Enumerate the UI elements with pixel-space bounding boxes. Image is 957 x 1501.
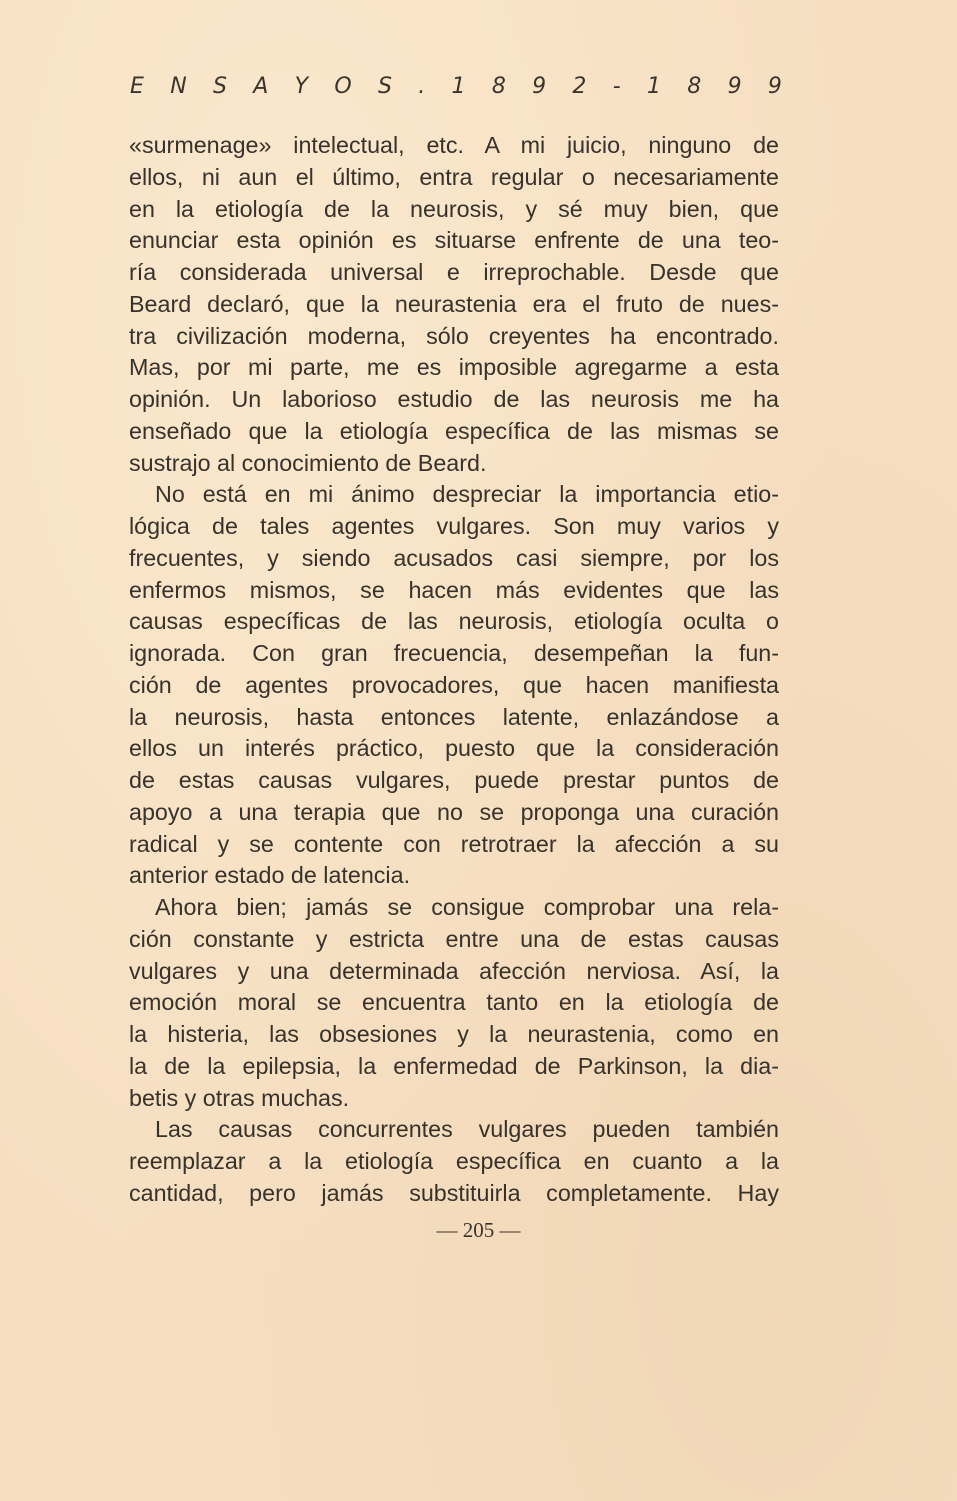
header-char: 9: [532, 74, 547, 99]
text-line: No está en mi ánimo despreciar la importancia etio-: [155, 481, 779, 508]
text-line: Las causas concurrentes vulgares pueden también: [155, 1116, 779, 1143]
header-char: A: [253, 74, 269, 99]
header-char: E: [130, 74, 144, 99]
text-line: «surmenage» intelectual, etc. A mi juicio, ninguno de: [129, 132, 779, 158]
header-char: 8: [491, 74, 506, 99]
text-line: ignorada. Con gran frecuencia, desempeñan la fun-: [129, 640, 779, 666]
text-line: la de la epilepsia, la enfermedad de Parkinson, la dia-: [129, 1052, 779, 1079]
text-line: lógica de tales agentes vulgares. Son muy varios y: [129, 513, 779, 539]
text-line: ción de agentes provocadores, que hacen manifiesta: [129, 671, 779, 698]
text-line: ellos, ni aun el último, entra regular o necesariamente: [129, 163, 779, 190]
text-line: opinión. Un laborioso estudio de las neurosis me ha: [129, 386, 779, 412]
text-line: anterior estado de latencia.: [129, 862, 411, 889]
header-char: 8: [687, 74, 702, 99]
text-line: frecuentes, y siendo acusados casi siempre, por los: [129, 544, 779, 571]
header-char: 1: [451, 74, 466, 99]
header-char: .: [418, 74, 426, 99]
page-number: — 205 —: [436, 1218, 521, 1242]
header-char: 1: [646, 74, 661, 99]
paragraph: [129, 130, 779, 479]
header-char: Y: [294, 74, 309, 99]
text-line: enunciar esta opinión es situarse enfrente de una teo-: [129, 227, 779, 254]
text-line: de estas causas vulgares, puede prestar puntos de: [129, 767, 779, 793]
text-line: betis y otras muchas.: [129, 1084, 350, 1111]
running-header: [130, 74, 782, 99]
text-line: ellos un interés práctico, puesto que la consideración: [129, 735, 779, 762]
text-line: reemplazar a la etiología específica en cuanto a la: [129, 1148, 779, 1174]
text-line: causas específicas de las neurosis, etiología oculta o: [129, 608, 779, 635]
header-char: 2: [572, 74, 587, 99]
header-char: 9: [727, 74, 742, 99]
text-line: ción constante y estricta entre una de estas causas: [129, 925, 779, 952]
text-line: la histeria, las obsesiones y la neurastenia, como en: [129, 1021, 779, 1047]
text-line: emoción moral se encuentra tanto en la etiología de: [129, 989, 779, 1016]
text-line: enseñado que la etiología específica de las mismas se: [129, 417, 779, 444]
header-char: O: [334, 74, 352, 99]
text-line: en la etiología de la neurosis, y sé muy bien, que: [129, 195, 779, 222]
text-line: apoyo a una terapia que no se proponga una curación: [129, 798, 779, 825]
header-char: N: [170, 74, 187, 99]
text-line: ría considerada universal e irreprochable. Desde que: [129, 259, 779, 285]
paragraph: [129, 1114, 779, 1209]
paragraph: [129, 479, 779, 892]
text-line: enfermos mismos, se hacen más evidentes que las: [129, 576, 779, 603]
header-char: S: [212, 74, 227, 99]
text-line: Beard declaró, que la neurastenia era el fruto de nues-: [129, 290, 779, 317]
text-line: cantidad, pero jamás substituirla completamente. Hay: [129, 1179, 779, 1206]
text-line: sustrajo al conocimiento de Beard.: [129, 449, 487, 476]
text-line: tra civilización moderna, sólo creyentes ha encontrado.: [129, 322, 779, 349]
text-line: Mas, por mi parte, me es imposible agregarme a esta: [129, 354, 779, 381]
header-char: 9: [767, 74, 782, 99]
header-char: -: [612, 74, 621, 99]
text-line: Ahora bien; jamás se consigue comprobar una rela-: [155, 894, 779, 920]
text-line: la neurosis, hasta entonces latente, enlazándose a: [129, 703, 779, 730]
paragraph: [129, 892, 779, 1114]
body-text: [129, 130, 779, 1210]
text-line: radical y se contente con retrotraer la afección a su: [129, 830, 779, 857]
text-line: vulgares y una determinada afección nerviosa. Así, la: [129, 957, 779, 984]
header-char: S: [377, 74, 392, 99]
